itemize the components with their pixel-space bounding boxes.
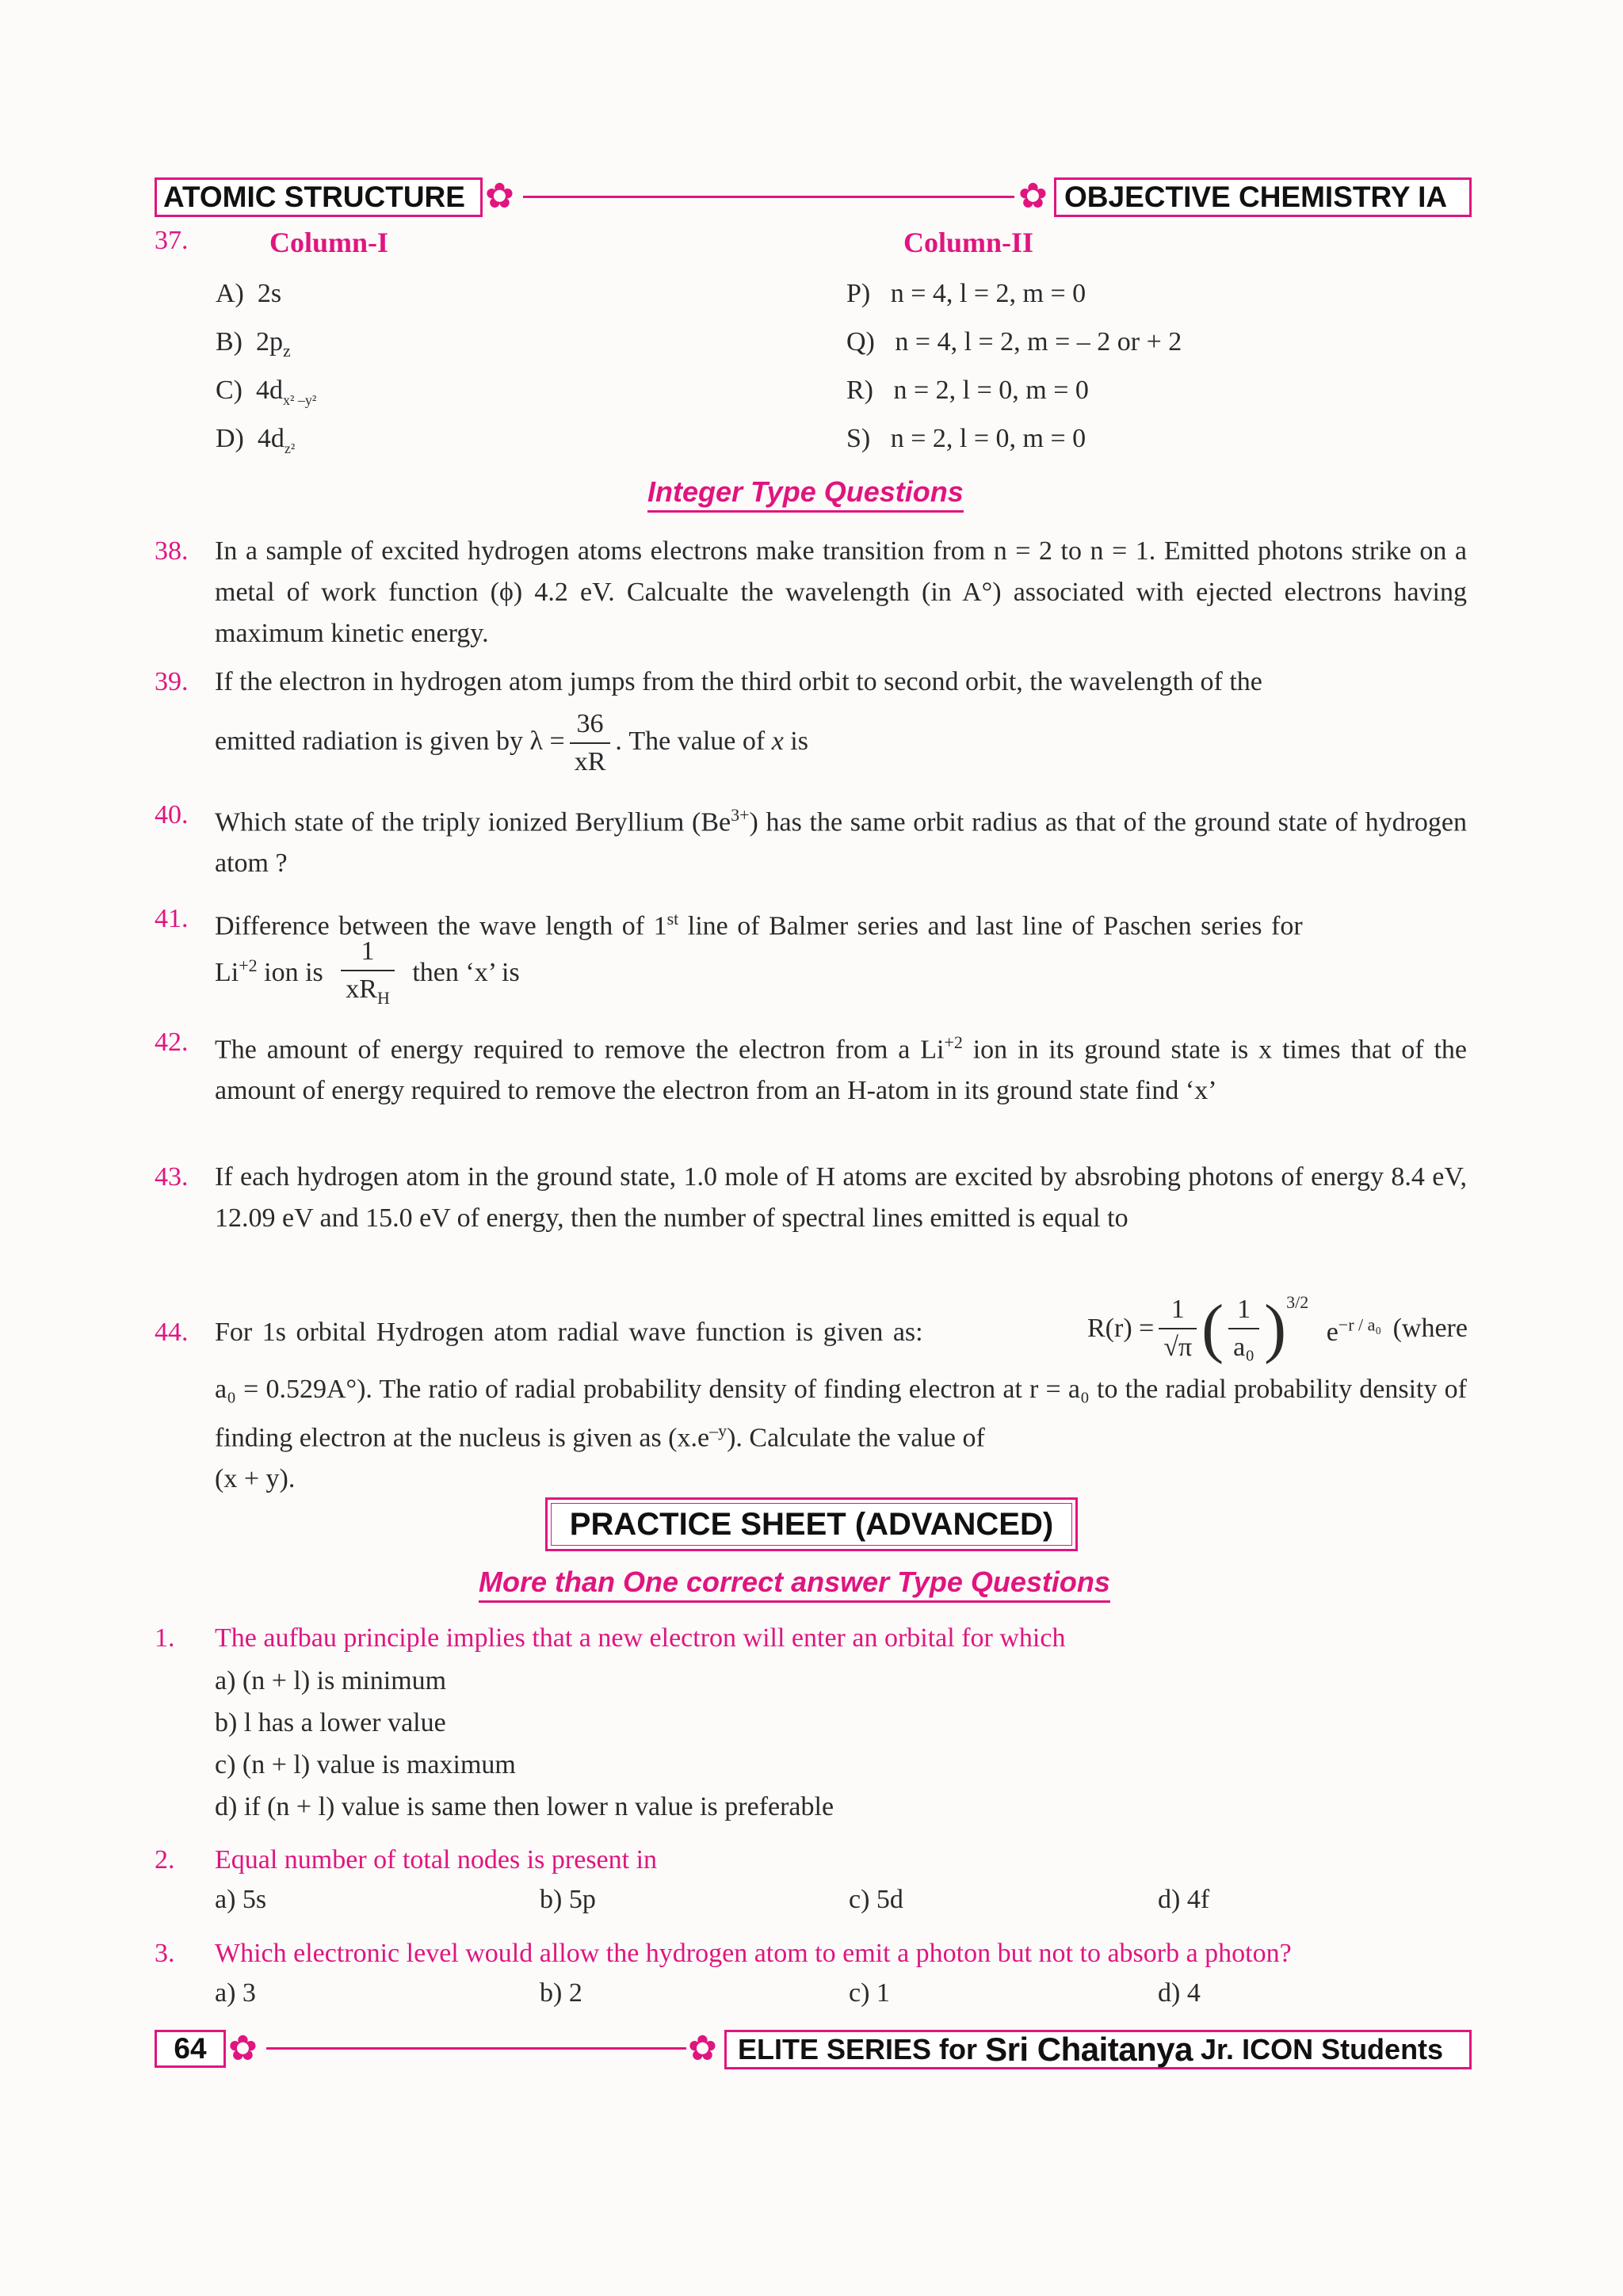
text-fragment: emitted radiation is given by bbox=[215, 726, 524, 756]
inner-border bbox=[551, 1503, 1072, 1546]
orbital-subscript: x² –y² bbox=[283, 391, 317, 408]
series-text-end: Jr. ICON Students bbox=[1201, 2033, 1444, 2065]
question-number: 2. bbox=[155, 1845, 175, 1875]
text-fragment: ). Calculate the value of bbox=[727, 1423, 985, 1453]
question-number: 1. bbox=[155, 1623, 175, 1653]
question-text: Which electronic level would allow the hydrogen atom to emit a photon but not to absorb a photon? bbox=[215, 1939, 1292, 1968]
open-paren: ( bbox=[1201, 1291, 1224, 1366]
question-text-line-2 bbox=[215, 933, 520, 1016]
option-c: c) 5d bbox=[849, 1885, 903, 1914]
close-paren: ) bbox=[1264, 1291, 1287, 1366]
item-label: B) bbox=[216, 327, 242, 357]
question-39 bbox=[155, 662, 1470, 788]
orbital-name: 2p bbox=[256, 327, 283, 357]
column-1-item-a bbox=[216, 273, 281, 315]
fraction-1 bbox=[1159, 1291, 1197, 1366]
column-2-item-r bbox=[846, 370, 1089, 411]
denominator bbox=[341, 971, 395, 1016]
fraction-2 bbox=[1228, 1291, 1259, 1366]
option-b: b) 2 bbox=[540, 1978, 582, 2008]
item-label: C) bbox=[216, 376, 242, 405]
formula-lhs: R(r) = bbox=[1087, 1314, 1155, 1344]
question-40 bbox=[155, 795, 1470, 882]
option-d: d) if (n + l) value is same then lower n value is preferable bbox=[215, 1792, 834, 1821]
header-left-title: ATOMIC STRUCTURE bbox=[163, 181, 465, 213]
ornament-icon: ✿ bbox=[688, 2028, 717, 2069]
option-c: c) (n + l) value is maximum bbox=[215, 1750, 516, 1779]
quantum-numbers: n = 2, l = 0, m = 0 bbox=[890, 424, 1086, 453]
item-label: S) bbox=[846, 424, 871, 453]
column-1-item-b bbox=[216, 322, 291, 372]
question-37 bbox=[155, 226, 189, 256]
numerator: 1 bbox=[1228, 1291, 1259, 1329]
question-42 bbox=[155, 1022, 1470, 1149]
header-divider-line bbox=[523, 196, 1014, 198]
text-fragment: (where bbox=[1392, 1314, 1468, 1344]
question-number: 43. bbox=[155, 1162, 189, 1192]
fraction bbox=[341, 933, 395, 1016]
column-2-title: Column-II bbox=[903, 227, 1034, 258]
option-b: b) 5p bbox=[540, 1885, 596, 1914]
numerator: 1 bbox=[1159, 1291, 1197, 1329]
denominator-subscript: H bbox=[376, 987, 390, 1008]
question-text: Equal number of total nodes is present in bbox=[215, 1845, 658, 1875]
question-text bbox=[215, 795, 1467, 884]
section-title-integer: Integer Type Questions bbox=[647, 475, 964, 513]
text-fragment: Difference between the wave length of 1 bbox=[215, 911, 667, 941]
text-fragment: For 1s orbital Hydrogen atom radial wave function is given as: bbox=[215, 1318, 923, 1347]
question-38 bbox=[155, 531, 1470, 658]
option-d: d) 4 bbox=[1158, 1978, 1201, 2008]
footer-divider-line bbox=[266, 2047, 686, 2050]
question-text-line-2 bbox=[215, 706, 808, 780]
text-fragment: Which state of the triply ionized Beryllium (Be bbox=[215, 807, 731, 837]
exp-base: e bbox=[1326, 1317, 1338, 1347]
question-text-line-1 bbox=[215, 1312, 923, 1353]
question-number: 40. bbox=[155, 800, 189, 830]
charge-superscript: +2 bbox=[944, 1032, 963, 1052]
radial-wave-function-formula bbox=[1087, 1282, 1468, 1366]
numerator: 1 bbox=[341, 933, 395, 971]
text-fragment: (x + y). bbox=[215, 1464, 296, 1494]
denominator: a₀ bbox=[1233, 1333, 1255, 1363]
exponential bbox=[1326, 1314, 1382, 1347]
charge-superscript: 3+ bbox=[731, 805, 750, 825]
question-text: In a sample of excited hydrogen atoms electrons make transition from n = 2 to n = 1. Emitted photons strike on a metal of work function (ϕ) 4.2 eV. Calcualte the wavelength (in A°) associated with ejected electrons having maximum kinetic energy. bbox=[215, 536, 1467, 648]
text-fragment: then ‘x’ is bbox=[412, 958, 520, 988]
text-fragment: ion in its ground state is x times that of the amount of energy required to remove the electron from an H-atom in its ground state find ‘x’ bbox=[215, 1035, 1467, 1106]
series-text: ELITE SERIES for bbox=[738, 2033, 978, 2065]
practice-question-3 bbox=[155, 1933, 1470, 2020]
footer-series-box bbox=[724, 2030, 1472, 2069]
practice-sheet-title: PRACTICE SHEET (ADVANCED) bbox=[569, 1506, 1054, 1542]
ornament-icon: ✿ bbox=[228, 2028, 258, 2069]
question-number: 44. bbox=[155, 1318, 189, 1347]
item-label: A) bbox=[216, 279, 244, 308]
ornament-icon: ✿ bbox=[1018, 176, 1048, 216]
item-label: R) bbox=[846, 376, 873, 405]
orbital-subscript: z² bbox=[284, 440, 296, 456]
orbital-name: 4d bbox=[256, 376, 283, 405]
option-c: c) 1 bbox=[849, 1978, 890, 2008]
text-fragment: line of Balmer series and last line of Paschen series for bbox=[678, 911, 1303, 941]
orbital-subscript: z bbox=[283, 340, 291, 360]
text-fragment: a₀ = 0.529A°). The ratio of radial probability density of finding electron at r = a₀ to the radial probability density of finding electron at the nucleus is given as (x.e bbox=[215, 1375, 1467, 1453]
option-d: d) 4f bbox=[1158, 1885, 1210, 1914]
text-fragment: The amount of energy required to remove the electron from a Li bbox=[215, 1035, 945, 1065]
question-text: If each hydrogen atom in the ground state, 1.0 mole of H atoms are excited by absrobing photons of energy 8.4 eV, 12.09 eV and 15.0 eV of energy, then the number of spectral lines emitted is equal to bbox=[215, 1162, 1467, 1233]
ordinal-superscript: st bbox=[666, 909, 679, 929]
numerator: 36 bbox=[570, 706, 611, 744]
question-number: 3. bbox=[155, 1939, 175, 1968]
header-right-title: OBJECTIVE CHEMISTRY IA bbox=[1064, 181, 1448, 213]
quantum-numbers: n = 4, l = 2, m = – 2 or + 2 bbox=[895, 327, 1182, 357]
option-a: a) (n + l) is minimum bbox=[215, 1666, 447, 1695]
quantum-numbers: n = 4, l = 2, m = 0 bbox=[890, 279, 1086, 308]
question-number: 38. bbox=[155, 536, 189, 566]
text-fragment: is bbox=[790, 726, 808, 756]
power-superscript: 3/2 bbox=[1286, 1292, 1309, 1312]
denominator: xR bbox=[574, 747, 606, 776]
item-label: Q) bbox=[846, 327, 875, 357]
exp-superscript: −r / a₀ bbox=[1338, 1314, 1382, 1335]
question-text-line-1: If the electron in hydrogen atom jumps from the third orbit to second orbit, the wavelength of the bbox=[215, 667, 1262, 696]
option-b: b) l has a lower value bbox=[215, 1708, 446, 1737]
denominator: √π bbox=[1163, 1333, 1193, 1363]
option-a: a) 3 bbox=[215, 1978, 256, 2008]
text-fragment: . The value of bbox=[615, 726, 766, 756]
question-number: 37. bbox=[155, 226, 189, 255]
question-number: 41. bbox=[155, 904, 189, 933]
denominator-text: xR bbox=[346, 974, 377, 1004]
charge-superscript: +2 bbox=[239, 955, 258, 975]
practice-sheet-title-box bbox=[545, 1497, 1078, 1551]
question-43 bbox=[155, 1157, 1470, 1283]
variable-x: x bbox=[771, 726, 784, 756]
lambda-symbol: λ = bbox=[529, 726, 565, 756]
column-2-item-p bbox=[846, 273, 1086, 315]
question-text bbox=[215, 1022, 1467, 1112]
text-fragment: ion is bbox=[257, 958, 323, 988]
column-2-item-q bbox=[846, 322, 1182, 363]
footer-page-number-box bbox=[155, 2030, 226, 2068]
section-title-more-than-one: More than One correct answer Type Questions bbox=[479, 1566, 1110, 1603]
orbital-name: 4d bbox=[257, 424, 285, 453]
item-label: P) bbox=[846, 279, 871, 308]
question-text: The aufbau principle implies that a new electron will enter an orbital for which bbox=[215, 1623, 1066, 1653]
question-44 bbox=[155, 1268, 1470, 1497]
brand-name: Sri Chaitanya bbox=[985, 2031, 1193, 2068]
practice-question-1 bbox=[155, 1618, 1470, 1824]
header-chapter-title bbox=[155, 177, 483, 217]
header-book-title bbox=[1054, 177, 1472, 217]
question-text-line-2 bbox=[215, 1369, 1467, 1500]
question-number: 42. bbox=[155, 1028, 189, 1057]
quantum-numbers: n = 2, l = 0, m = 0 bbox=[893, 376, 1089, 405]
ornament-icon: ✿ bbox=[485, 176, 514, 216]
column-1-title: Column-I bbox=[269, 227, 389, 258]
question-number: 39. bbox=[155, 667, 189, 696]
item-label: D) bbox=[216, 424, 244, 453]
column-1-item-c bbox=[216, 370, 316, 421]
orbital-name: 2s bbox=[257, 279, 282, 308]
column-1-item-d bbox=[216, 418, 295, 469]
question-41 bbox=[155, 898, 1470, 1009]
text-fragment: Li bbox=[215, 958, 239, 988]
exponent-superscript: –y bbox=[709, 1421, 727, 1440]
text-fragment: ) has the same orbit radius as that of the ground state of hydrogen atom ? bbox=[215, 807, 1468, 879]
column-2-item-s bbox=[846, 418, 1086, 460]
page-number: 64 bbox=[174, 2032, 207, 2065]
option-a: a) 5s bbox=[215, 1885, 267, 1914]
fraction bbox=[570, 706, 611, 780]
practice-question-2 bbox=[155, 1840, 1470, 1927]
